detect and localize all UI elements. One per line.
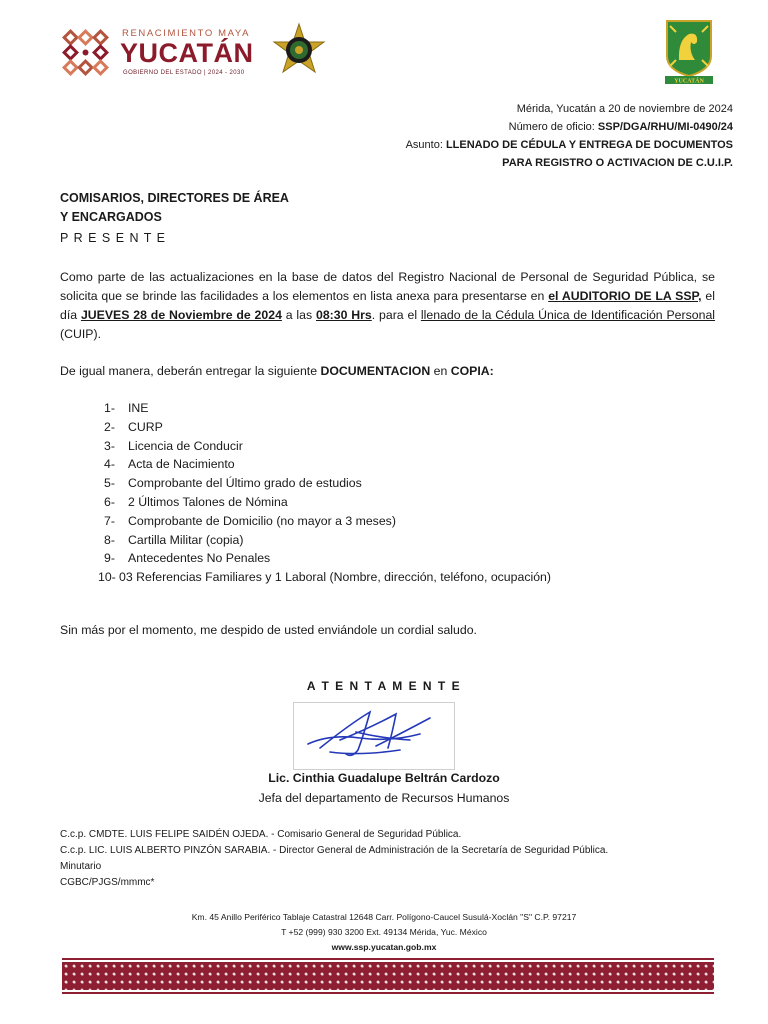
- p1-text-a: Como parte de las actualizaciones en la base de datos del Registro Nacional de Personal de Seguridad Pública, se solicita que se brinde las facilidades a los elementos en lista anexa para presentarse en: [60, 270, 715, 303]
- shield-banner-text: YUCATÁN: [674, 78, 704, 84]
- p1-text-c: a las: [281, 308, 316, 322]
- body-paragraph-2: [60, 362, 715, 381]
- body-paragraph-1: [60, 268, 715, 344]
- list-item-number: 5-: [104, 476, 115, 491]
- ccp-minutario: Minutario: [60, 861, 102, 872]
- list-item-text: Licencia de Conducir: [128, 438, 243, 453]
- brand-title: YUCATÁN: [120, 38, 254, 68]
- footer-band-top-line: [62, 958, 714, 960]
- ccp-initials: CGBC/PJGS/mmmc*: [60, 877, 155, 888]
- list-item-text: INE: [128, 401, 149, 415]
- p1-text-b: el día: [60, 289, 715, 322]
- asunto-label: Asunto:: [405, 139, 446, 151]
- list-item-number: 8-: [104, 532, 115, 547]
- asunto-line: [406, 139, 733, 151]
- footer-address: Km. 45 Anillo Periférico Tablaje Catastral 12648 Carr. Polígono-Caucel Susulá-Xoclán "S" C.P. 97217: [191, 912, 577, 922]
- footer-phone: T +52 (999) 930 3200 Ext. 49134 Mérida, Yuc. México: [281, 927, 487, 937]
- list-item-text: Acta de Nacimiento: [128, 457, 235, 472]
- list-item-number: 10-: [98, 570, 116, 585]
- brand-subtitle: GOBIERNO DEL ESTADO | 2024 - 2030: [123, 70, 245, 76]
- addressee-line-2: Y ENCARGADOS: [60, 210, 162, 224]
- p1-text-e: (CUIP).: [60, 327, 101, 341]
- list-item: [104, 474, 551, 493]
- list-item-number: 6-: [104, 494, 115, 509]
- footer-website: www.ssp.yucatan.gob.mx: [331, 942, 437, 952]
- list-item: [104, 399, 551, 418]
- asunto-line-2: PARA REGISTRO O ACTIVACION DE C.U.I.P.: [502, 157, 733, 169]
- list-item: [104, 455, 551, 474]
- atentamente-label: A T E N T A M E N T E: [306, 679, 462, 693]
- list-item-text: Comprobante de Domicilio (no mayor a 3 meses): [128, 513, 396, 528]
- footer-decorative-band: [62, 962, 714, 990]
- oficio-number: SSP/DGA/RHU/MI-0490/24: [597, 121, 733, 133]
- list-item-number: 4-: [104, 457, 115, 472]
- list-item: [104, 512, 551, 531]
- signer-title: Jefa del departamento de Recursos Humanos: [258, 791, 510, 805]
- p2-text-a: De igual manera, deberán entregar la siguiente: [60, 364, 321, 378]
- oficio-line: [509, 121, 733, 133]
- p1-purpose: llenado de la Cédula Única de Identificación Personal: [420, 308, 716, 322]
- p1-place: el AUDITORIO DE LA SSP,: [548, 289, 702, 303]
- p1-time: 08:30 Hrs: [315, 308, 372, 322]
- list-item-number: 7-: [104, 513, 115, 528]
- closing-text: Sin más por el momento, me despido de usted enviándole un cordial saludo.: [60, 623, 477, 637]
- list-item-number: 1-: [104, 401, 115, 415]
- document-list: [98, 399, 551, 587]
- signer-name: Lic. Cinthia Guadalupe Beltrán Cardozo: [268, 771, 500, 785]
- list-item-number: 9-: [104, 551, 115, 566]
- footer-band-bottom-line: [62, 992, 714, 994]
- yucatan-brand-emblem-icon: [60, 27, 112, 79]
- p2-doc: DOCUMENTACION: [320, 364, 431, 378]
- list-item: [104, 437, 551, 456]
- addressee-line-1: COMISARIOS, DIRECTORES DE ÁREA: [60, 191, 289, 205]
- yucatan-coat-of-arms-icon: [664, 18, 714, 84]
- list-item-text: Cartilla Militar (copia): [128, 532, 244, 547]
- presente-label: P R E S E N T E: [60, 231, 167, 245]
- asunto-line-1: LLENADO DE CÉDULA Y ENTREGA DE DOCUMENTOS: [445, 139, 733, 151]
- oficio-label: Número de oficio:: [508, 121, 598, 133]
- list-item: [104, 549, 551, 568]
- list-item-text: CURP: [128, 419, 163, 434]
- list-item-number: 3-: [104, 438, 115, 453]
- p2-copy: COPIA:: [450, 364, 494, 378]
- p1-date: JUEVES 28 de Noviembre de 2024: [80, 308, 282, 322]
- list-item: [98, 568, 551, 587]
- list-item: [104, 418, 551, 437]
- brand-tagline: RENACIMIENTO MAYA: [122, 28, 251, 39]
- police-star-badge-icon: [270, 22, 328, 80]
- place-date: Mérida, Yucatán a 20 de noviembre de 2024: [516, 103, 733, 115]
- ccp-line-1: C.c.p. CMDTE. LUIS FELIPE SAIDÉN OJEDA. - Comisario General de Seguridad Pública.: [60, 829, 462, 840]
- p1-text-d: . para el: [371, 308, 421, 322]
- list-item-text: 03 Referencias Familiares y 1 Laboral (Nombre, dirección, teléfono, ocupación): [119, 570, 551, 585]
- list-item: [104, 531, 551, 550]
- p2-text-b: en: [430, 364, 451, 378]
- handwritten-signature-icon: [300, 704, 446, 766]
- list-item-number: 2-: [104, 419, 115, 434]
- list-item-text: Antecedentes No Penales: [128, 551, 271, 566]
- ccp-line-2: C.c.p. LIC. LUIS ALBERTO PINZÓN SARABIA. - Director General de Administración de la Secretaría de Seguridad Pública.: [60, 845, 609, 856]
- list-item-text: Comprobante del Último grado de estudios: [128, 476, 362, 491]
- list-item-text: 2 Últimos Talones de Nómina: [128, 494, 288, 509]
- list-item: [104, 493, 551, 512]
